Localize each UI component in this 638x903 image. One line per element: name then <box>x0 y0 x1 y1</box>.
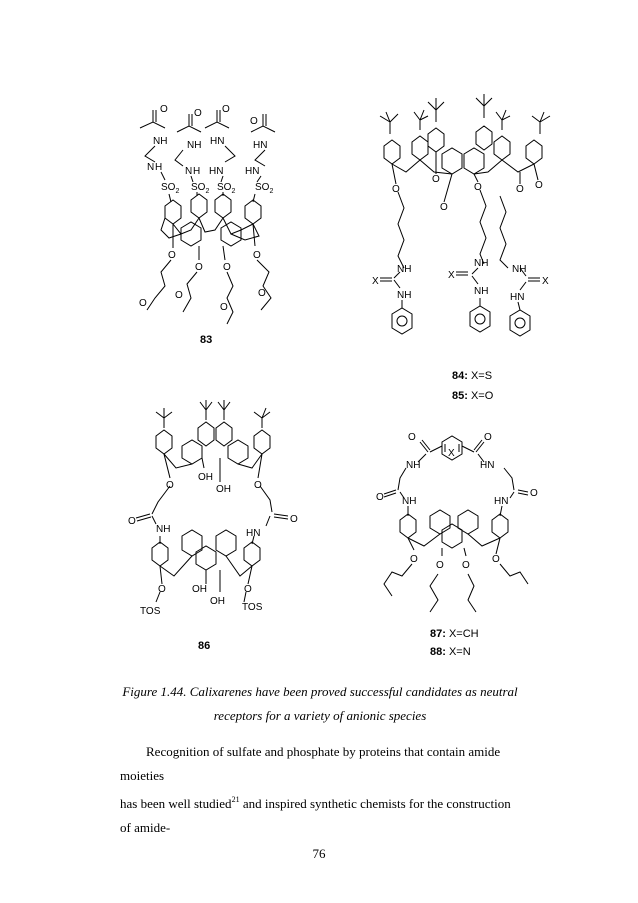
atom-nh: NH <box>402 496 417 507</box>
atom-o: O <box>160 104 168 115</box>
atom-o: O <box>195 262 203 273</box>
atom-o: O <box>194 108 202 119</box>
atom-o: O <box>516 184 524 195</box>
atom-o: O <box>222 104 230 115</box>
atom-nh: NH <box>153 136 168 147</box>
atom-so2: SO <box>161 182 176 193</box>
atom-o: O <box>128 516 136 527</box>
figure-caption <box>110 680 530 728</box>
atom-o: O <box>139 298 147 309</box>
atom-tos: TOS <box>242 602 263 613</box>
atom-o: O <box>432 174 440 185</box>
atom-o: O <box>250 116 258 127</box>
atom-o: O <box>166 480 174 491</box>
compound-label-86: 86 <box>198 640 211 652</box>
page-number: 76 <box>312 846 326 861</box>
atom-o: O <box>436 560 444 571</box>
atom-nh: NH <box>406 460 421 471</box>
paragraph-text-2b: and inspired synthetic chemists for the construction of amide- <box>120 796 511 835</box>
atom-o: O <box>410 554 418 565</box>
compound-label-87: 87: X=CH <box>430 628 479 640</box>
subscript-2: 2 <box>231 188 236 195</box>
caption-line-2: receptors for a variety of anionic species <box>213 708 427 723</box>
svg-text:SO2 <box>161 182 179 195</box>
atom-so2: SO <box>191 182 206 193</box>
atom-x: X <box>448 270 455 281</box>
atom-o: O <box>258 288 266 299</box>
svg-text:SO2 <box>255 182 273 195</box>
atom-o: O <box>168 250 176 261</box>
structure-87-88 <box>372 424 552 620</box>
paragraph-text-2a: has been well studied <box>120 796 232 811</box>
body-paragraph <box>120 740 520 840</box>
atom-o: O <box>254 480 262 491</box>
atom-o: O <box>535 180 543 191</box>
atom-n: N <box>147 162 155 173</box>
compound-label-88: 88: X=N <box>430 646 471 658</box>
atom-hn: HN <box>510 292 525 303</box>
atom-oh: OH <box>192 584 207 595</box>
atom-hn: HN <box>210 136 225 147</box>
atom-hn: HN <box>245 166 260 177</box>
atom-o: O <box>376 492 384 503</box>
atom-nh: NH <box>474 258 489 269</box>
atom-hn: HN <box>246 528 261 539</box>
atom-hn: HN <box>494 496 509 507</box>
atom-nh: NH <box>187 140 202 151</box>
atom-nh: NH <box>397 264 412 275</box>
atom-hn: HN <box>209 166 224 177</box>
atom-oh: OH <box>216 484 231 495</box>
atom-o: O <box>392 184 400 195</box>
subscript-2: 2 <box>175 188 180 195</box>
atom-o: O <box>175 290 183 301</box>
calixarene-dimer-86 <box>136 400 288 602</box>
compound-label-85: 85: X=O <box>452 390 494 402</box>
atom-tos: TOS <box>140 606 161 617</box>
caption-line-1: Figure 1.44. Calixarenes have been proved successful candidates as neutral <box>122 684 518 699</box>
subscript-2: 2 <box>269 188 274 195</box>
atom-o: O <box>290 514 298 525</box>
atom-h: H <box>155 162 163 173</box>
atom-hn: HN <box>253 140 268 151</box>
atom-o: O <box>492 554 500 565</box>
atom-nh: NH <box>397 290 412 301</box>
structure-86 <box>120 396 310 628</box>
svg-text:SO2 <box>191 182 209 195</box>
structure-84-85 <box>360 92 580 354</box>
atom-nh: NH <box>156 524 171 535</box>
atom-h: H <box>193 166 201 177</box>
atom-o: O <box>253 250 261 261</box>
citation-ref: 21 <box>231 795 240 804</box>
atom-o: O <box>158 584 166 595</box>
structure-83 <box>125 100 305 340</box>
atom-nh: NH <box>512 264 527 275</box>
compound-label-84: 84: X=S <box>452 370 493 382</box>
atom-so2: SO <box>255 182 270 193</box>
paragraph-text-1: Recognition of sulfate and phosphate by proteins that contain amide moieties <box>120 744 501 783</box>
svg-text:SO2 <box>217 182 235 195</box>
atom-o: O <box>440 202 448 213</box>
atom-nh: NH <box>474 286 489 297</box>
atom-o: O <box>474 182 482 193</box>
atom-o: O <box>484 432 492 443</box>
atom-x: X <box>542 276 549 287</box>
atom-x: X <box>372 276 379 287</box>
atom-x: X <box>448 448 455 459</box>
atom-o: O <box>244 584 252 595</box>
atom-so2: SO <box>217 182 232 193</box>
atom-o: O <box>408 432 416 443</box>
atom-oh: OH <box>210 596 225 607</box>
atom-o: O <box>223 262 231 273</box>
atom-o: O <box>220 302 228 313</box>
paragraph-line-1 <box>120 740 520 788</box>
atom-o: O <box>462 560 470 571</box>
subscript-2: 2 <box>205 188 210 195</box>
atom-hn: HN <box>480 460 495 471</box>
compound-label-83: 83 <box>200 334 213 346</box>
atom-o: O <box>530 488 538 499</box>
paragraph-line-2 <box>120 788 520 840</box>
atom-n: N <box>185 166 193 177</box>
atom-oh: OH <box>198 472 213 483</box>
